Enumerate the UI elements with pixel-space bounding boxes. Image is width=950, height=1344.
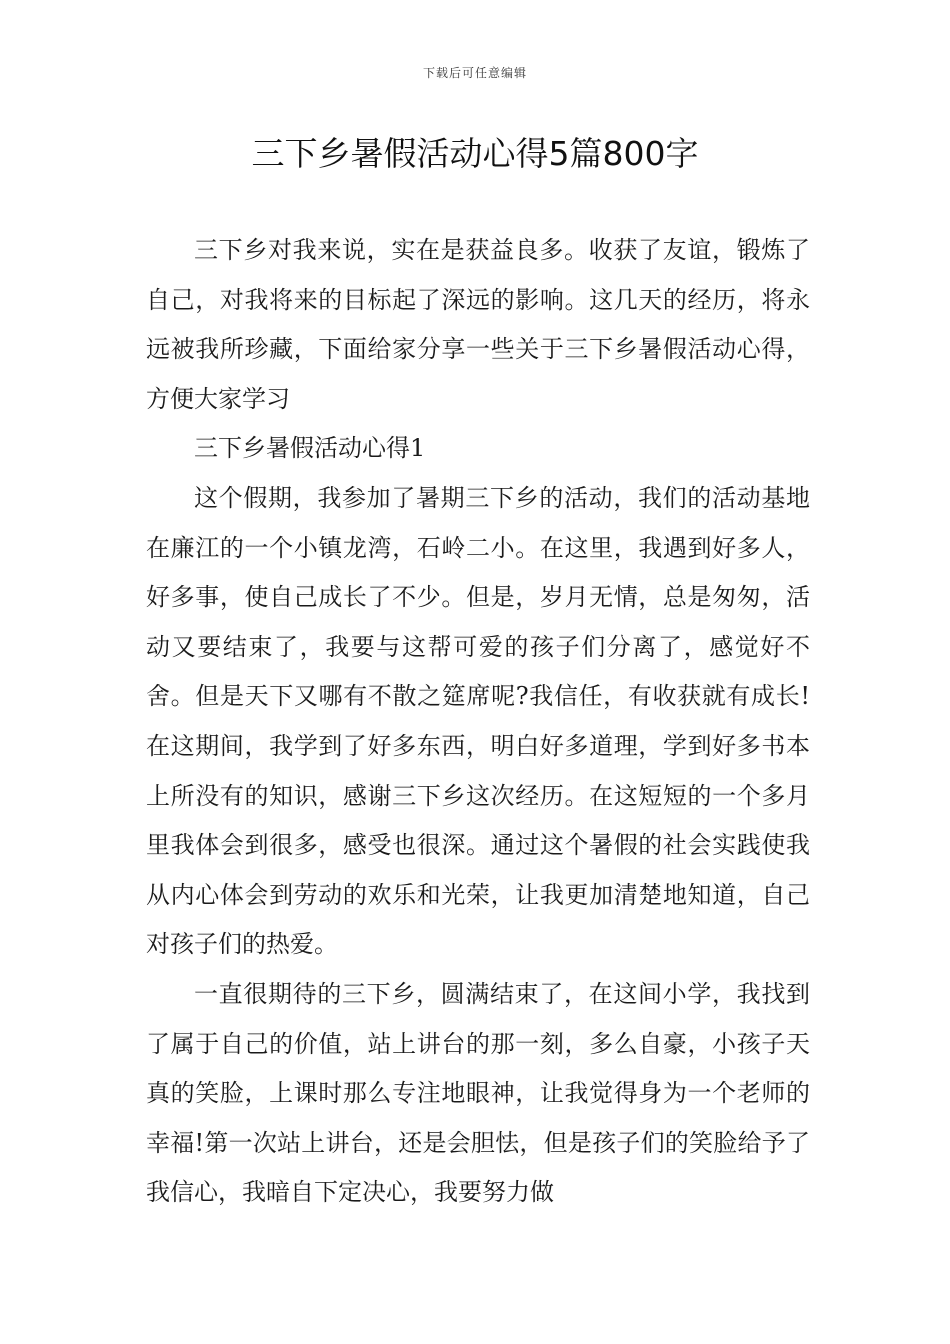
document-title: 三下乡暑假活动心得5篇800字 bbox=[251, 134, 699, 173]
intro-paragraph: 三下乡对我来说，实在是获益良多。收获了友谊，锻炼了自己，对我将来的目标起了深远的影响。这几天的经历，将永远被我所珍藏，下面给家分享一些关于三下乡暑假活动心得，方便大家学习 bbox=[146, 236, 810, 413]
body-paragraph: 这个假期，我参加了暑期三下乡的活动，我们的活动基地在廉江的一个小镇龙湾，石岭二小。在这里，我遇到好多人，好多事，使自己成长了不少。但是，岁月无情，总是匆匆，活动又要结束了，我要与这帮可爱的孩子们分离了，感觉好不舍。但是天下又哪有不散之筵席呢?我信任，有收获就有成长!在这期间，我学到了好多东西，明白好多道理，学到好多书本上所没有的知识，感谢三下乡这次经历。在这短短的一个多月里我体会到很多，感受也很深。通过这个暑假的社会实践使我从内心体会到劳动的欢乐和光荣，让我更加清楚地知道，自己对孩子们的热爱。 bbox=[146, 483, 810, 959]
section-heading: 三下乡暑假活动心得1 bbox=[194, 434, 426, 463]
header-note: 下载后可任意编辑 bbox=[422, 66, 527, 80]
document-body bbox=[146, 226, 810, 1218]
body-paragraph: 一直很期待的三下乡，圆满结束了，在这间小学，我找到了属于自己的价值，站上讲台的那一刻，多么自豪，小孩子天真的笑脸，上课时那么专注地眼神，让我觉得身为一个老师的幸福!第一次站上讲台，还是会胆怯，但是孩子们的笑脸给予了我信心，我暗自下定决心，我要努力做 bbox=[146, 979, 810, 1207]
